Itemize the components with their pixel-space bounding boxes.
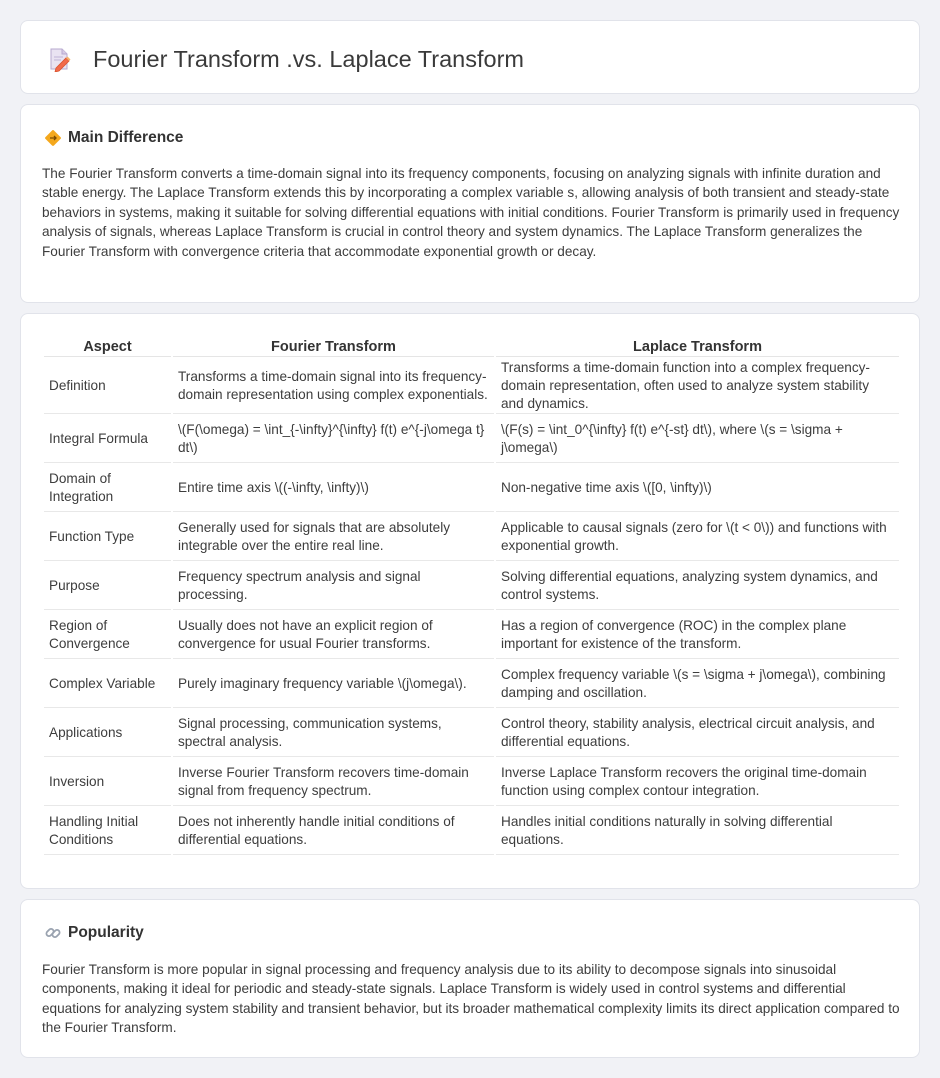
aspect-cell: Purpose (44, 563, 171, 610)
laplace-cell: Solving differential equations, analyzing system dynamics, and control systems. (496, 563, 899, 610)
laplace-cell: Control theory, stability analysis, electrical circuit analysis, and differential equations. (496, 710, 899, 757)
link-icon (43, 923, 63, 943)
table-row (44, 612, 899, 659)
fourier-cell: Inverse Fourier Transform recovers time-domain signal from frequency spectrum. (173, 759, 494, 806)
aspect-cell: Function Type (44, 514, 171, 561)
main-difference-text: The Fourier Transform converts a time-domain signal into its frequency components, focusing on analyzing signals with infinite duration and stable energy. The Laplace Transform extends this by incorporating a complex variable s, allowing analysis of both transient and steady-state behaviors in systems, making it suitable for solving differential equations with initial conditions. Fourier Transform is primarily used in frequency analysis of signals, whereas Laplace Transform is crucial in control theory and system dynamics. The Laplace Transform generalizes the Fourier Transform with convergence criteria that accommodate exponential growth or decay. (42, 166, 900, 259)
document-edit-icon (47, 46, 73, 72)
laplace-cell: Transforms a time-domain function into a complex frequency-domain representation, often used to analyze system stability and dynamics. (496, 359, 899, 414)
table-row (44, 710, 899, 757)
fourier-cell: Does not inherently handle initial conditions of differential equations. (173, 808, 494, 855)
main-difference-heading: Main Difference (68, 129, 184, 146)
laplace-cell: Inverse Laplace Transform recovers the original time-domain function using complex contour integration. (496, 759, 899, 806)
aspect-cell: Handling Initial Conditions (44, 808, 171, 855)
table-row (44, 359, 899, 414)
header-aspect: Aspect (44, 337, 171, 357)
header-card (20, 20, 920, 94)
table-row (44, 416, 899, 463)
laplace-cell: Complex frequency variable \(s = \sigma + j\omega\), combining damping and oscillation. (496, 661, 899, 708)
fourier-cell: Generally used for signals that are absolutely integrable over the entire real line. (173, 514, 494, 561)
diamond-arrows-icon (43, 128, 63, 148)
fourier-cell: Signal processing, communication systems, spectral analysis. (173, 710, 494, 757)
table-row (44, 465, 899, 512)
popularity-card (20, 899, 920, 1058)
fourier-cell: Frequency spectrum analysis and signal processing. (173, 563, 494, 610)
aspect-cell: Integral Formula (44, 416, 171, 463)
aspect-cell: Region of Convergence (44, 612, 171, 659)
table-row (44, 808, 899, 855)
comparison-table (42, 335, 901, 857)
fourier-cell: Transforms a time-domain signal into its frequency-domain representation using complex exponentials. (173, 359, 494, 414)
table-row (44, 759, 899, 806)
aspect-cell: Domain of Integration (44, 465, 171, 512)
fourier-cell: Usually does not have an explicit region of convergence for usual Fourier transforms. (173, 612, 494, 659)
fourier-cell: \(F(\omega) = \int_{-\infty}^{\infty} f(t) e^{-j\omega t} dt\) (173, 416, 494, 463)
aspect-cell: Definition (44, 359, 171, 414)
header-fourier: Fourier Transform (173, 337, 494, 357)
header-laplace: Laplace Transform (496, 337, 899, 357)
laplace-cell: Applicable to causal signals (zero for \(t < 0\)) and functions with exponential growth. (496, 514, 899, 561)
laplace-cell: Handles initial conditions naturally in solving differential equations. (496, 808, 899, 855)
comparison-table-card (20, 313, 920, 889)
laplace-cell: Non-negative time axis \([0, \infty)\) (496, 465, 899, 512)
fourier-cell: Entire time axis \((-\infty, \infty)\) (173, 465, 494, 512)
table-row (44, 661, 899, 708)
main-difference-card (20, 104, 920, 303)
laplace-cell: Has a region of convergence (ROC) in the complex plane important for existence of the transform. (496, 612, 899, 659)
table-row (44, 514, 899, 561)
popularity-heading: Popularity (68, 924, 144, 941)
aspect-cell: Complex Variable (44, 661, 171, 708)
table-header-row (44, 337, 899, 357)
table-row (44, 563, 899, 610)
laplace-cell: \(F(s) = \int_0^{\infty} f(t) e^{-st} dt\), where \(s = \sigma + j\omega\) (496, 416, 899, 463)
page-title: Fourier Transform .vs. Laplace Transform (93, 46, 524, 72)
aspect-cell: Applications (44, 710, 171, 757)
fourier-cell: Purely imaginary frequency variable \(j\omega\). (173, 661, 494, 708)
aspect-cell: Inversion (44, 759, 171, 806)
popularity-text: Fourier Transform is more popular in signal processing and frequency analysis due to its ability to decompose signals into sinusoidal components, making it ideal for periodic and steady-state signals. Laplace Transform is widely used in control systems and differential equations for analyzing system stability and transient behavior, but its broader mathematical complexity limits its direct application compared to the Fourier Transform. (42, 962, 900, 1036)
